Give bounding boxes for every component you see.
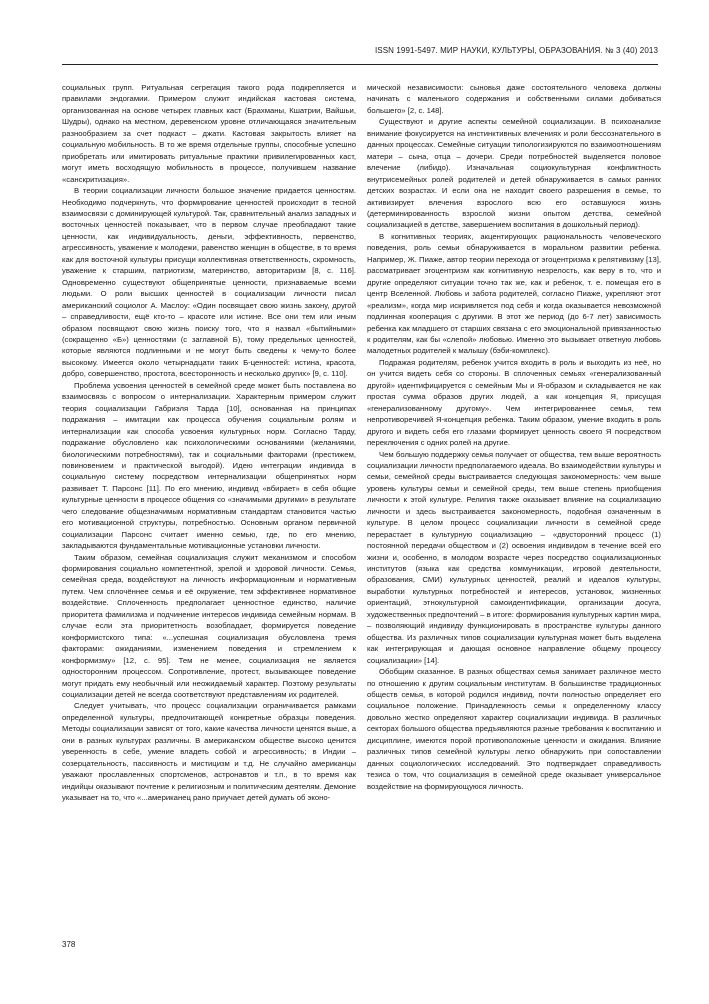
paragraph: Чем большую поддержку семья получает от общества, тем выше вероятность социализации личности предполагаемого идеала. Во взаимодействии культуры и семьи, семейной среды выстраивается следующая закономерность: чем выше уровень культуры семьи и семейной среды, тем выше степень приобщения личности к этой культуре. Религия также оказывает влияние на социализацию личности и здесь выстраивается закономерность, подобная означенным в культуре. В целом процесс социализации личности в семейной среде перерастает в культурную социализацию – «двусторонний процесс (1) постоянной передачи обществом и (2) освоения индивидом в течение всей его жизни и, особенно, в молодом возрасте через посредство социализационных институтов (языка как средства коммуникации, игровой деятельности, образования, СМИ) культурных ценностей, реалий и идеалов культуры, выработки культурных потребностей и интересов, установок, жизненных ориентаций, этнокультурной самоидентификации, организации досуга, художественных предпочтений – в итоге: формирования культурных картин мира, – позволяющий индивиду функционировать в пространстве культуры данного общества. Из различных типов социализации культурная может быть выделена как интегрирующая и дающая основное направление общему процессу социализации» [14].: [367, 449, 661, 665]
header-divider: [62, 64, 658, 65]
paragraph: Следует учитывать, что процесс социализации ограничивается рамками определенной культуры, предпочитающей конкретные образцы поведения. Методы социализации зависят от того, какие качества личности ценятся выше, а они в разных культурах различны. В американском обществе высоко ценится уверенность в себе, умение владеть собой и агрессивность; в Индии – созерцательность, пассивность и мистицизм и т.д. Не случайно американцы уважают прославленных спортсменов, астронавтов и т.п., в то время как индийцы оказывают почтение к религиозным и политическим деятелям. Демоние указывает на то, что «...американец рано приучает детей думать об эконо-: [62, 701, 356, 803]
paragraph: Подражая родителям, ребенок учится входить в роль и выходить из неё, но он учится видеть себя со стороны. В сплоченных семьях «генерализованный другой» идентифицируется с семейным Мы и Я-образом и складывается не как простая сумма образов других людей, а как концепция Я, присущая «генерализованному другому». Чем интегрированнее семья, тем непротиворечивей Я-концепция ребенка. Таким образом, умение входить в роль другого и видеть себя его глазами формирует ценность своего Я посредством переключения с одних ролей на другие.: [367, 357, 661, 448]
paragraph: Обобщим сказанное. В разных обществах семья занимает различное место по отношению к другим социальным институтам. В большинстве традиционных обществ семья, в которой родился индивид, почти полностью определяет его социальное положение. Принадлежность семьи к определенному классу довольно жестко определяют характер социализации индивида. В различных секторах большого общества предъявляются разные требования к воспитанию и дисциплине, имеются порой противоположные ценности и ожидания. Влияние различных типов семейной культуры легко обнаружить при сопоставлении данных социологических исследований. Это подтверждает справедливость тезиса о том, что социализация в семейной среде оказывает универсальное воздействие на формирующуюся личность.: [367, 667, 661, 791]
running-header: ISSN 1991-5497. МИР НАУКИ, КУЛЬТУРЫ, ОБРАЗОВАНИЯ. № 3 (40) 2013: [374, 46, 658, 55]
paragraph: социальных групп. Ритуальная сегрегация такого рода подкрепляется и правилами эндогамии. Примером служит индийская кастовая система, организованная на основе четырех главных каст (Брахманы, Кшатрии, Вайшьи, Шудры), однако на местном, деревенском уровне отличающаяся значительным разнообразием за счет подкаст – джати. Кастовая закрытость влияет на социальную мобильность. В то же время отдельные группы, способные успешно приобретать или имитировать ритуальные практики привилегированных каст, могут иметь восходящую мобильность в процессе, получившем название «санскритизация».: [62, 83, 356, 184]
page-number: 378: [62, 940, 76, 949]
right-column: [367, 82, 661, 792]
paragraph: В теории социализации личности большое значение придается ценностям. Необходимо подчеркнуть, что формирование ценностей происходит в тесной взаимосвязи с доминирующей культурой. Так, сравнительный анализ западных и восточных ценностей показывает, что в первом случае преобладают такие ценности, как индивидуальность, деньги, эффективность, первенство, агрессивность, уважение к молодежи, равенство женщин в обществе, в то время как для восточной культуры присущи коллективная ответственность, скромность, уважение к старшим, патриотизм, материнство, авторитаризм [8, с. 116]. Одновременно существуют общепринятые ценности, признаваемые всеми людьми. О роли высших ценностей в социализации личности писал американский социолог А. Маслоу: «Один посвящает свою жизнь закону, другой – справедливости, ещё кто-то – красоте или истине. Все они тем или иным образом посвящают свою жизнь поиску того, что я назвал «бытийными» (сокращенно «Б») ценностями (с заглавной Б), тому предельных ценностей, которые являются подлинными и не могут быть сведены к чему-то более высокому. Имеется около четырнадцати таких Б-ценностей: истина, красота, добро, совершенство, простота, всесторонность и несколько других» [9, с. 110].: [62, 186, 356, 379]
paragraph: В когнитивных теориях, акцентирующих рациональность человеческого поведения, роль семьи обнаруживается в моральном развитии ребенка. Например, Ж. Пиаже, автор теории перехода от эгоцентризма к релятивизму [13], рассматривает эгоцентризм как когнитивную незрелость, как веру в то, что и другие определяют ситуации точно так же, как и ребенок, т. е. помещая его в центр Вселенной. Любовь и забота родителей, согласно Пиаже, укрепляют этот «реализм», когда мир искривляется под себя и когда оказывается невозможной подлинная кооперация с другими. В этот же период (до 6-7 лет) зависимость ребенка как младшего от старших связана с его эмоциональной привязанностью к родителям, как бы «слепой» любовью. Именно это вызывает ответную любовь малодетных родителей к малышу (бэби-комплекс).: [367, 231, 661, 356]
left-column: [62, 82, 356, 804]
paragraph: Проблема усвоения ценностей в семейной среде может быть поставлена во взаимосвязь с вопросом о интернализации. Характерным примером служит теория социализации Габриэля Тарда [10], основанная на принципах подражания – имитации как процесса обучения социальным ролям и интернализации как способа усвоения культурных норм. Согласно Тарду, подражание обусловлено как психологическими основаниями (желаниями, биологическими потребностями), так и социальными факторами (престижем, повиновением и практической выгодой). Идею интеграции индивида в социальную систему посредством интернализации общепринятых норм развивает Т. Парсонс [11]. По его мнению, индивид «вбирает» в себя общие культурные ценности в процессе общения со «значимыми другими» в результате чего следование общезначимым нормативным стандартам становится частью его мотивационной структуры, потребностью. Основным органом первичной социализации Парсонс считает именно семью, где, по его мнению, закладываются фундаментальные мотивационные установки личности.: [62, 380, 356, 551]
paragraph: Существуют и другие аспекты семейной социализации. В психоанализе внимание фокусируется на инстинктивных влечениях и роли бессознательного в данных процессах. Семейные ситуации типологизируются по взаимоотношениям матери – сына, отца – дочери. Среди потребностей выделяется половое влечение (либидо). Изначальная социокультурная конфликтность внутрисемейных ролей родителей и детей обнаруживается в самых ранних детских возрастах. И если она не находит своего разрешения в семье, то активизирует влечения взрослого всю его оставшуюся жизнь (детерминированность взрослой жизни опытом детства, семейной социализацией в детстве, завершением воспитания в дошкольный период).: [367, 117, 661, 230]
paragraph: мической независимости: сыновья даже состоятельного человека должны начинать с маленького содержания и собственными силами добиваться большего» [2, с. 148].: [367, 83, 661, 115]
paragraph: Таким образом, семейная социализация служит механизмом и способом формирования социально компетентной, зрелой и здоровой личности. Семья, семейная среда, воздействуют на личность информационным и нормативным путем. Чем сплочённее семья и её окружение, тем эффективнее нормативное воздействие. Сплоченность предполагает ценностное единство, наличие приоритета фамилизма и подчинение интересов индивида семейным нормам. В случае если эта приоритетность возобладает, формируется поведение конформистского типа: «...успешная социализация обусловлена тремя факторами: ожиданиями, изменением поведения и стремлением к конформизму» [12, с. 95]. Тем не менее, социализация не является односторонним процессом. Сопротивление, протест, вызывающее поведение могут придать ему необычный или неожидаемый характер. Поэтому результаты социализации детей не всегда соответствуют представлениям их родителей.: [62, 552, 356, 700]
